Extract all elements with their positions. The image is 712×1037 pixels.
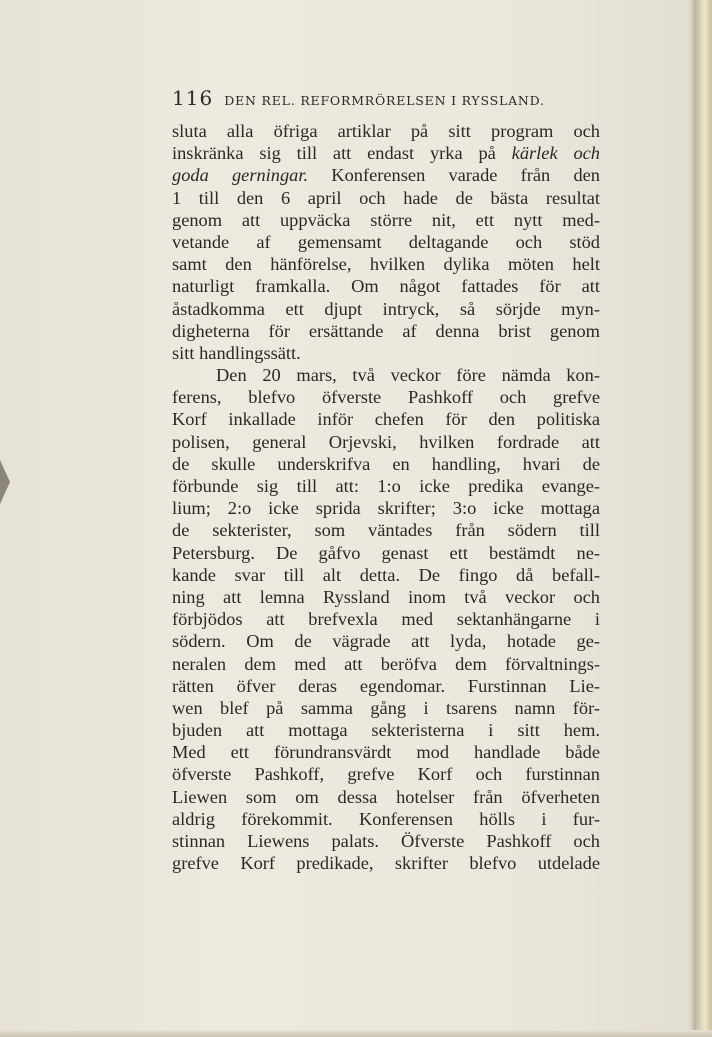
body-text [172,120,600,874]
text-line: neralen dem med att beröfva dem förvaltnings- [172,653,600,674]
text-line: vetande af gemensamt deltagande och stöd [172,231,600,252]
text-line: inskränka sig till att endast yrka på kärlek och [172,143,600,164]
text-line: wen blef på samma gång i tsarens namn för- [172,697,600,718]
text-line: Petersburg. De gåfvo genast ett bestämdt ne- [172,542,600,563]
text-line: bjuden att mottaga sekteristerna i sitt hem. [172,720,600,741]
text-line: kande svar till alt detta. De fingo då befall- [172,564,600,585]
italic-phrase: kärlek och [511,143,600,164]
text-line: de skulle underskrifva en handling, hvari de [172,453,600,474]
text-line: Med ett förundransvärdt mod handlade både [172,742,600,763]
text-line: förbjödos att brefvexla med sektanhängarne i [172,609,600,630]
text-line-paragraph-start: Den 20 mars, två veckor före nämda kon- [216,365,600,386]
text-line: polisen, general Orjevski, hvilken fordrade att [172,431,600,452]
book-spine-edge [694,0,712,1037]
text-line: rätten öfver deras egendomar. Furstinnan Lie- [172,675,600,696]
text-line: samt den hänförelse, hvilken dylika möten helt [172,254,600,275]
text-line: sitt handlingssätt. [172,342,301,363]
text-line: förbunde sig till att: 1:o icke predika evange- [172,476,600,496]
text-line: åstadkomma ett djupt intryck, så sörjde myn- [172,298,600,319]
page-tab-marker [0,460,10,504]
text-line: stinnan Liewens palats. Öfverste Pashkoff och [172,831,600,851]
text-line: öfverste Pashkoff, grefve Korf och furstinnan [172,764,600,785]
text-line: ning att lemna Ryssland inom två veckor och [172,586,600,607]
running-head: DEN REL. REFORMRÖRELSEN I RYSSLAND. [224,93,545,108]
text-line: naturligt framkalla. Om något fattades för att [172,276,600,297]
page-number: 116 [172,86,214,110]
page-bottom-edge [0,1030,712,1037]
text-line: ferens, blefvo öfverste Pashkoff och grefve [172,387,600,408]
text-line: Korf inkallade inför chefen för den politiska [172,409,600,430]
text-line: aldrig förekommit. Konferensen hölls i fur- [172,808,600,829]
page-header [172,86,572,110]
text-line: goda gerningar. Konferensen varade från den [172,165,601,186]
text-line: grefve Korf predikade, skrifter blefvo utdelade [172,853,600,874]
text-line: de sekterister, som väntades från södern till [172,520,600,541]
text-line: genom att uppväcka större nit, ett nytt med- [172,209,600,230]
text-line: digheterna för ersättande af denna brist genom [172,320,600,341]
text-line: 1 till den 6 april och hade de bästa resultat [172,187,600,208]
italic-phrase: goda gerningar. [172,165,309,186]
text-line: södern. Om de vägrade att lyda, hotade ge- [172,631,600,652]
text-line: Liewen som om dessa hotelser från öfverheten [172,786,600,807]
text-line: sluta alla öfriga artiklar på sitt program och [172,121,600,141]
text-line: lium; 2:o icke sprida skrifter; 3:o icke mottaga [172,498,600,519]
